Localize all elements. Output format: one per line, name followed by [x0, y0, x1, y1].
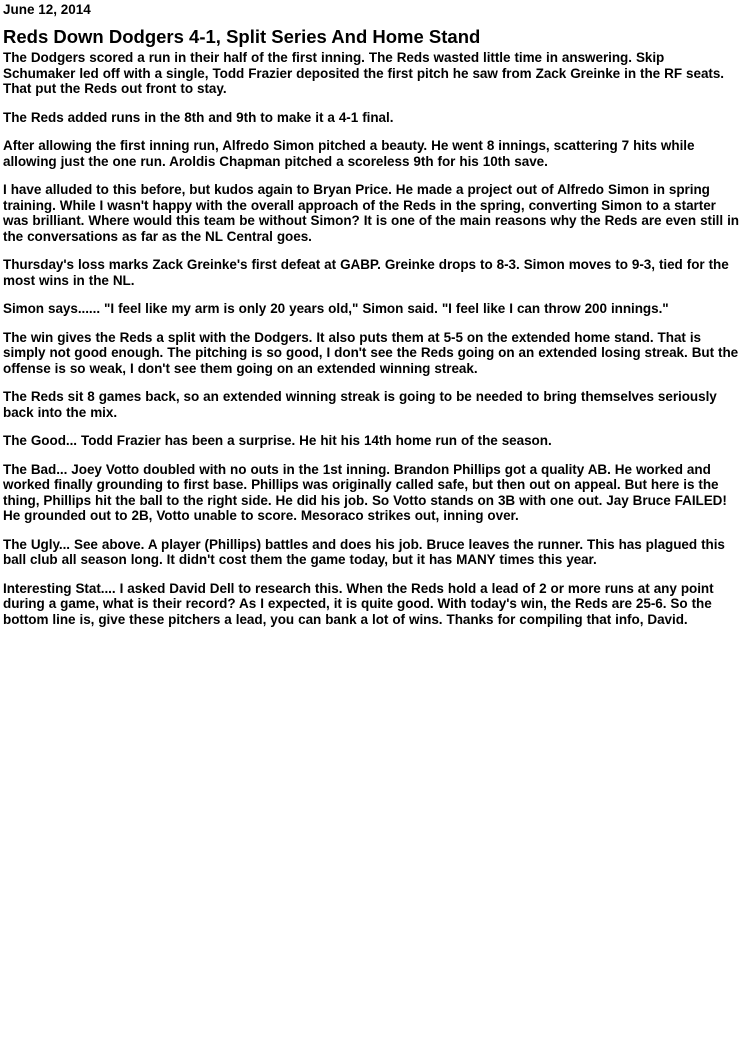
paragraph-bryan-price: I have alluded to this before, but kudos again to Bryan Price. He made a project out of Alfredo Simon in spring training. While I wasn't happy with the overall approach of the Reds in the spring, converting Simon to a starter was brilliant. Where would this team be without Simon? It is one of the main reasons why the Reds are even still in the conversations as far as the NL Central goes.: [3, 182, 739, 244]
paragraph-home-stand: The win gives the Reds a split with the Dodgers. It also puts them at 5-5 on the extended home stand. That is simply not good enough. The pitching is so good, I don't see the Reds going on an extended losing streak. But the offense is so weak, I don't see them going on an extended winning streak.: [3, 329, 739, 376]
post-date: June 12, 2014: [3, 2, 91, 17]
paragraph-first-inning: The Dodgers scored a run in their half of the first inning. The Reds wasted little time in answering. Skip Schumaker led off with a single, Todd Frazier deposited the first pitch he saw from Zack Greinke in the RF seats. That put the Reds out front to stay.: [3, 50, 725, 96]
paragraph-the-good: The Good... Todd Frazier has been a surprise. He hit his 14th home run of the season.: [3, 433, 552, 448]
paragraph-simon-quote: Simon says...... "I feel like my arm is only 20 years old," Simon said. "I feel like I can throw 200 innings.": [3, 301, 669, 316]
paragraph-the-bad: The Bad... Joey Votto doubled with no outs in the 1st inning. Brandon Phillips got a quality AB. He worked and worked finally grounding to first base. Phillips was originally called safe, but then out on appeal. But here is the thing, Phillips hit the ball to the right side. He did his job. So Votto stands on 3B with one out. Jay Bruce FAILED! He grounded out to 2B, Votto unable to score. Mesoraco strikes out, inning over.: [3, 461, 727, 523]
post-title: Reds Down Dodgers 4-1, Split Series And Home Stand: [3, 26, 481, 47]
paragraph-interesting-stat: Interesting Stat.... I asked David Dell to research this. When the Reds hold a lead of 2 or more runs at any point during a game, what is their record? As I expected, it is quite good. With today's win, the Reds are 25-6. So the bottom line is, give these pitchers a lead, you can bank a lot of wins. Thanks for compiling that info, David.: [3, 580, 714, 627]
post-body: [3, 50, 739, 627]
paragraph-final-score: The Reds added runs in the 8th and 9th to make it a 4-1 final.: [3, 109, 394, 125]
paragraph-greinke-loss: Thursday's loss marks Zack Greinke's first defeat at GABP. Greinke drops to 8-3. Simon moves to 9-3, tied for the most wins in the NL.: [3, 257, 729, 288]
paragraph-pitching: After allowing the first inning run, Alfredo Simon pitched a beauty. He went 8 innings, scattering 7 hits while allowing just the one run. Aroldis Chapman pitched a scoreless 9th for his 10th save.: [3, 138, 695, 169]
paragraph-games-back: The Reds sit 8 games back, so an extended winning streak is going to be needed to bring themselves seriously back into the mix.: [3, 389, 717, 420]
paragraph-the-ugly: The Ugly... See above. A player (Phillips) battles and does his job. Bruce leaves the runner. This has plagued this ball club all season long. It didn't cost them the game today, but it has MANY times this year.: [3, 536, 725, 567]
